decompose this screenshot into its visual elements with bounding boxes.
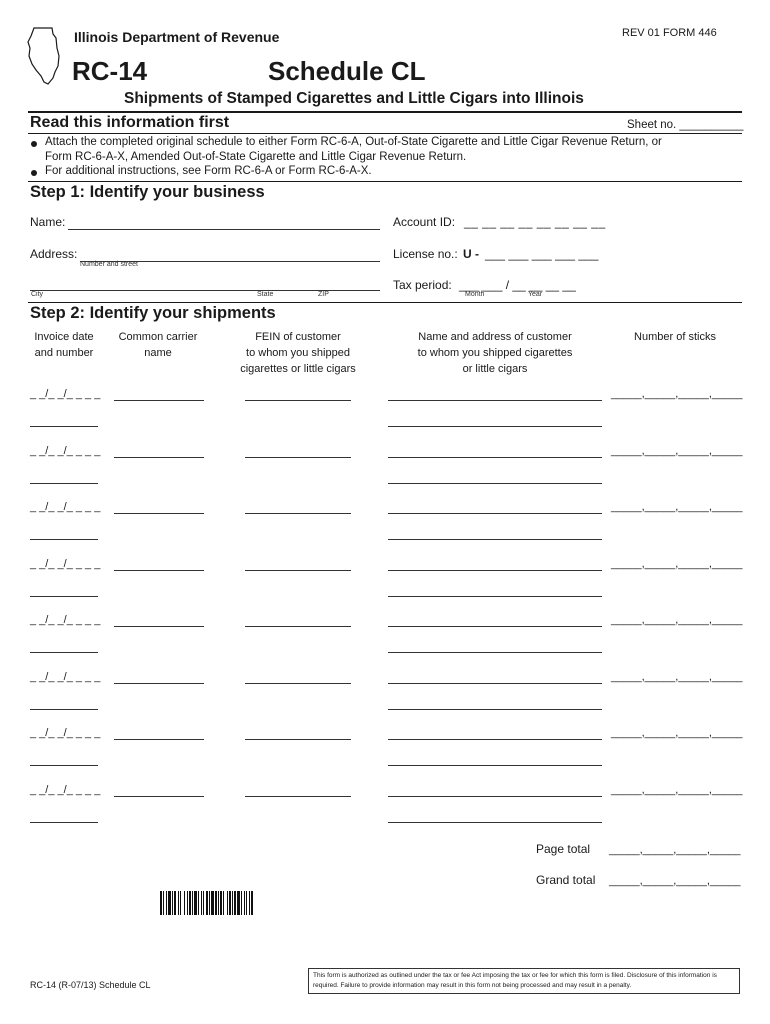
form-subtitle: Shipments of Stamped Cigarettes and Little Cigars into Illinois	[124, 90, 584, 107]
customer-address-input[interactable]	[388, 652, 602, 653]
customer-name-input[interactable]	[388, 683, 602, 684]
barcode-bar	[163, 891, 164, 915]
col-fein-header	[228, 329, 368, 377]
schedule-title: Schedule CL	[268, 56, 426, 86]
customer-name-input[interactable]	[388, 513, 602, 514]
bullet-attach-line1: Attach the completed original schedule to either Form RC-6-A, Out-of-State Cigarette and Little Cigar Revenue Return, or	[45, 136, 662, 148]
col-customer-line2: to whom you shipped cigarettes	[417, 347, 573, 359]
fein-input[interactable]	[245, 626, 351, 627]
agency-name: Illinois Department of Revenue	[74, 29, 280, 45]
barcode-bar	[194, 891, 197, 915]
invoice-number-input[interactable]	[30, 822, 98, 823]
page-total-label: Page total	[536, 842, 591, 856]
col-fein-line3: cigarettes or little cigars	[240, 363, 356, 375]
customer-address-input[interactable]	[388, 709, 602, 710]
customer-address-input[interactable]	[388, 426, 602, 427]
sticks-input[interactable]: _____,_____,_____,_____	[611, 445, 743, 457]
invoice-date-input[interactable]: _ _/_ _/_ _ _ _	[30, 558, 101, 570]
info-heading: Read this information first	[30, 114, 230, 131]
invoice-number-input[interactable]	[30, 652, 98, 653]
step1-heading: Step 1: Identify your business	[30, 183, 265, 201]
form-number: RC-14	[72, 56, 148, 86]
invoice-date-input[interactable]: _ _/_ _/_ _ _ _	[30, 501, 101, 513]
sticks-input[interactable]: _____,_____,_____,_____	[611, 784, 743, 796]
invoice-date-input[interactable]: _ _/_ _/_ _ _ _	[30, 388, 101, 400]
customer-address-input[interactable]	[388, 483, 602, 484]
invoice-number-input[interactable]	[30, 426, 98, 427]
info-rule	[28, 133, 742, 134]
bullet-icon	[31, 141, 37, 147]
barcode-bar	[211, 891, 214, 915]
barcode-bar	[174, 891, 176, 915]
barcode-bar	[246, 891, 247, 915]
page-total-input[interactable]: _____,_____,_____,_____	[609, 844, 741, 856]
invoice-date-input[interactable]: _ _/_ _/_ _ _ _	[30, 614, 101, 626]
col-invoice-line1: Invoice date	[34, 331, 94, 343]
col-carrier-header	[108, 329, 208, 361]
address-label: Address:	[30, 247, 78, 261]
sticks-input[interactable]: _____,_____,_____,_____	[611, 614, 743, 626]
carrier-name-input[interactable]	[114, 513, 204, 514]
sticks-input[interactable]: _____,_____,_____,_____	[611, 671, 743, 683]
city-caption: City	[31, 291, 44, 298]
month-caption: Month	[465, 291, 485, 298]
fein-input[interactable]	[245, 570, 351, 571]
barcode-bar	[168, 891, 171, 915]
carrier-name-input[interactable]	[114, 570, 204, 571]
col-customer-line1: Name and address of customer	[418, 331, 572, 343]
fein-input[interactable]	[245, 739, 351, 740]
barcode-bar	[180, 891, 181, 915]
carrier-name-input[interactable]	[114, 796, 204, 797]
invoice-number-input[interactable]	[30, 539, 98, 540]
fein-input[interactable]	[245, 513, 351, 514]
carrier-name-input[interactable]	[114, 739, 204, 740]
zip-caption: ZIP	[318, 291, 329, 298]
customer-name-input[interactable]	[388, 626, 602, 627]
col-fein-line2: to whom you shipped	[246, 347, 350, 359]
carrier-name-input[interactable]	[114, 683, 204, 684]
fein-input[interactable]	[245, 796, 351, 797]
invoice-number-input[interactable]	[30, 765, 98, 766]
barcode-bar	[189, 891, 191, 915]
col-sticks-header: Number of sticks	[634, 331, 716, 343]
customer-name-input[interactable]	[388, 457, 602, 458]
carrier-name-input[interactable]	[114, 457, 204, 458]
barcode-bar	[215, 891, 217, 915]
fein-input[interactable]	[245, 400, 351, 401]
sticks-input[interactable]: _____,_____,_____,_____	[611, 388, 743, 400]
tax-period-input[interactable]: ___ ___ / __ __ __ __	[459, 278, 576, 292]
form-id-footer: RC-14 (R-07/13) Schedule CL	[30, 980, 151, 990]
sticks-input[interactable]: _____,_____,_____,_____	[611, 501, 743, 513]
invoice-date-input[interactable]: _ _/_ _/_ _ _ _	[30, 784, 101, 796]
barcode-bar	[178, 891, 179, 915]
barcode-bar	[198, 891, 199, 915]
barcode-bar	[206, 891, 208, 915]
tax-period-label: Tax period:	[393, 278, 452, 292]
fein-input[interactable]	[245, 457, 351, 458]
barcode-bar	[184, 891, 185, 915]
customer-name-input[interactable]	[388, 400, 602, 401]
number-street-caption: Number and street	[80, 261, 138, 268]
barcode-bar	[218, 891, 219, 915]
customer-address-input[interactable]	[388, 822, 602, 823]
name-input[interactable]	[68, 229, 380, 230]
sheet-number-field[interactable]: Sheet no. __________	[627, 119, 744, 131]
invoice-date-input[interactable]: _ _/_ _/_ _ _ _	[30, 671, 101, 683]
step2-rule	[28, 302, 742, 303]
barcode-bar	[237, 891, 240, 915]
account-id-input[interactable]: __ __ __ __ __ __ __ __	[464, 215, 606, 229]
fein-input[interactable]	[245, 683, 351, 684]
barcode-bar	[160, 891, 162, 915]
col-invoice-line2: and number	[34, 347, 94, 359]
barcode-bar	[203, 891, 204, 915]
barcode-bar	[201, 891, 202, 915]
barcode-bar	[244, 891, 245, 915]
customer-name-input[interactable]	[388, 739, 602, 740]
barcode-bar	[172, 891, 173, 915]
license-label: License no.:	[393, 247, 458, 261]
year-caption: Year	[528, 291, 543, 298]
barcode-bar	[166, 891, 167, 915]
barcode-bar	[232, 891, 233, 915]
sticks-input[interactable]: _____,_____,_____,_____	[611, 558, 743, 570]
license-prefix: U -	[463, 247, 479, 261]
barcode-bar	[249, 891, 250, 915]
barcode-bar	[187, 891, 188, 915]
invoice-number-input[interactable]	[30, 483, 98, 484]
barcode-bar	[229, 891, 231, 915]
invoice-date-input[interactable]: _ _/_ _/_ _ _ _	[30, 445, 101, 457]
customer-name-input[interactable]	[388, 570, 602, 571]
barcode-bar	[192, 891, 193, 915]
barcode-image	[160, 891, 293, 915]
form-code: REV 01 FORM 446	[622, 27, 717, 39]
bullet-instructions: For additional instructions, see Form RC-6-A or Form RC-6-A-X.	[45, 165, 372, 177]
license-input[interactable]: ___ ___ ___ ___ ___	[485, 247, 599, 261]
illinois-map-icon	[26, 26, 62, 86]
barcode-bar	[209, 891, 210, 915]
barcode-bar	[227, 891, 228, 915]
customer-address-input[interactable]	[388, 596, 602, 597]
col-invoice-header	[22, 329, 106, 361]
col-fein-line1: FEIN of customer	[255, 331, 341, 343]
barcode-bar	[234, 891, 236, 915]
bullet-attach-line2: Form RC-6-A-X, Amended Out-of-State Cigarette and Little Cigar Revenue Return.	[45, 151, 467, 163]
account-id-label: Account ID:	[393, 215, 456, 229]
invoice-number-input[interactable]	[30, 596, 98, 597]
sticks-input[interactable]: _____,_____,_____,_____	[611, 727, 743, 739]
col-customer-line3: or little cigars	[462, 363, 528, 375]
state-caption: State	[257, 291, 274, 298]
grand-total-input[interactable]: _____,_____,_____,_____	[609, 875, 741, 887]
barcode-bar	[251, 891, 253, 915]
barcode-bar	[220, 891, 222, 915]
col-carrier-line2: name	[144, 347, 172, 359]
header-rule	[28, 111, 742, 113]
col-customer-header	[400, 329, 590, 377]
carrier-name-input[interactable]	[114, 626, 204, 627]
carrier-name-input[interactable]	[114, 400, 204, 401]
bullet-icon	[31, 170, 37, 176]
col-carrier-line1: Common carrier	[118, 331, 198, 343]
barcode-bar	[241, 891, 242, 915]
grand-total-label: Grand total	[536, 873, 596, 887]
customer-name-input[interactable]	[388, 796, 602, 797]
barcode-bar	[223, 891, 224, 915]
invoice-number-input[interactable]	[30, 709, 98, 710]
disclosure-notice: This form is authorized as outlined under the tax or fee Act imposing the tax or fee for which this form is filed. Disclosure of this information is required. Failure to provide information may result in this form not being processed and may result in a penalty.	[308, 968, 740, 994]
customer-address-input[interactable]	[388, 765, 602, 766]
customer-address-input[interactable]	[388, 539, 602, 540]
step2-heading: Step 2: Identify your shipments	[30, 304, 276, 322]
name-label: Name:	[30, 215, 66, 229]
invoice-date-input[interactable]: _ _/_ _/_ _ _ _	[30, 727, 101, 739]
step1-rule	[28, 181, 742, 182]
